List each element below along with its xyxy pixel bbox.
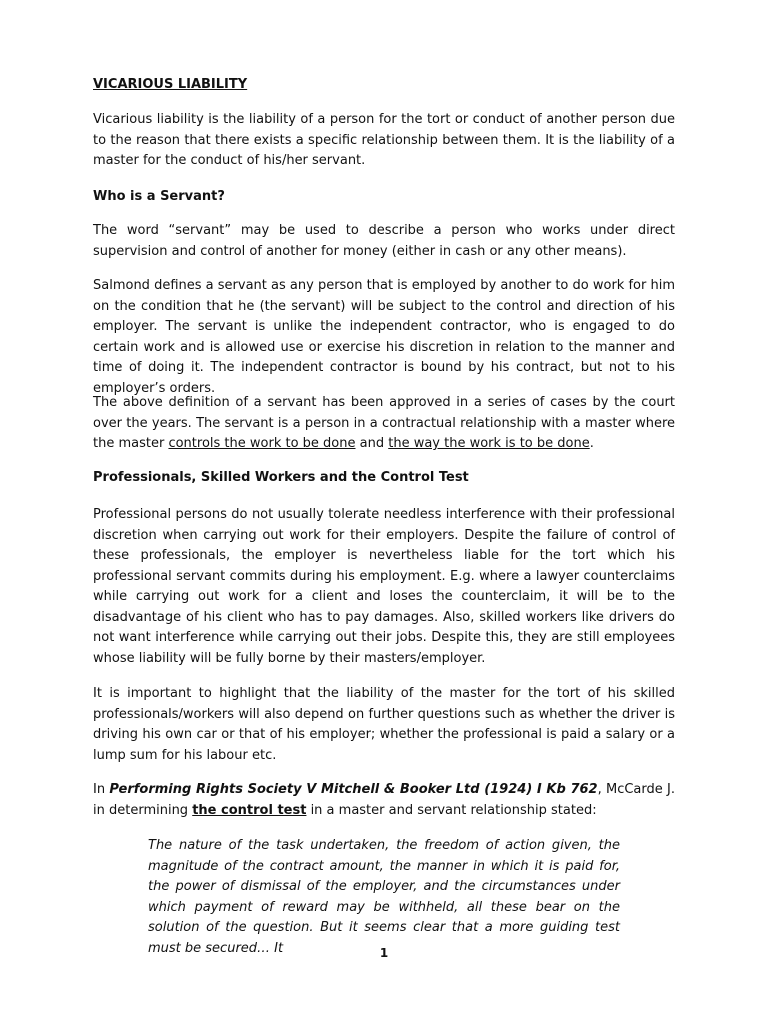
p7-text-b: , McCarde J. in determining bbox=[93, 782, 675, 818]
paragraph-case bbox=[93, 780, 675, 821]
p4-text-b: and bbox=[355, 436, 389, 451]
paragraph-salmond: Salmond defines a servant as any person that is employed by another to do work for him on the condition that he (the servant) will be subject to the control and direction of his employer. The servant is unlike the independent contractor, who is engaged to do certain work and is allowed use or exercise his discretion in relation to the manner and time of doing it. The independent contractor is bound by his contract, but not to his employer’s orders. bbox=[93, 278, 675, 396]
case-citation: Performing Rights Society V Mitchell & Booker Ltd (1924) I Kb 762 bbox=[109, 782, 598, 797]
paragraph-definition: Vicarious liability is the liability of a person for the tort or conduct of another person due to the reason that there exists a specific relationship between them. It is the liability of a master for the conduct of his/her servant. bbox=[93, 112, 675, 168]
p4-underline-controls: controls the work to be done bbox=[168, 436, 356, 451]
p4-text-a: The above definition of a servant has been approved in a series of cases by the court over the years. The servant is a person in a contractual relationship with a master where the master bbox=[93, 395, 675, 451]
paragraph-approved-definition bbox=[93, 393, 675, 455]
p7-text-c: in a master and servant relationship stated: bbox=[306, 802, 597, 818]
paragraph-highlight: It is important to highlight that the liability of the master for the tort of his skilled professionals/workers will also depend on further questions such as whether the driver is driving his own car or that of his employer; whether the professional is paid a salary or a lump sum for his labour etc. bbox=[93, 686, 675, 763]
p4-text-c: . bbox=[589, 436, 594, 451]
control-test-term: the control test bbox=[192, 802, 307, 818]
heading-professionals: Professionals, Skilled Workers and the Control Test bbox=[93, 470, 469, 485]
heading-who-is-servant: Who is a Servant? bbox=[93, 189, 225, 204]
page-number: 1 bbox=[379, 946, 389, 960]
paragraph-servant-word: The word “servant” may be used to describe a person who works under direct supervision and control of another for money (either in cash or any other means). bbox=[93, 223, 675, 259]
document-title: VICARIOUS LIABILITY bbox=[93, 77, 248, 92]
p7-text-a: In bbox=[93, 782, 110, 797]
p4-underline-way: the way the work is to be done bbox=[388, 436, 590, 451]
block-quote: The nature of the task undertaken, the freedom of action given, the magnitude of the contract amount, the manner in which it is paid for, the power of dismissal of the employer, and the circumstances under which payment of reward may be withheld, all these bear on the solution of the question. But it seems clear that a more guiding test must be secured… It bbox=[148, 838, 620, 956]
paragraph-professionals: Professional persons do not usually tolerate needless interference with their professional discretion when carrying out work for their employers. Despite the failure of control of these professionals, the employer is nevertheless liable for the tort which his professional servant commits during his employment. E.g. where a lawyer counterclaims while carrying out work for a client and loses the counterclaim, it will be to the disadvantage of his client who has to pay damages. Also, skilled workers like drivers do not want interference while carrying out their jobs. Despite this, they are still employees whose liability will be fully borne by their masters/employer. bbox=[93, 507, 675, 666]
